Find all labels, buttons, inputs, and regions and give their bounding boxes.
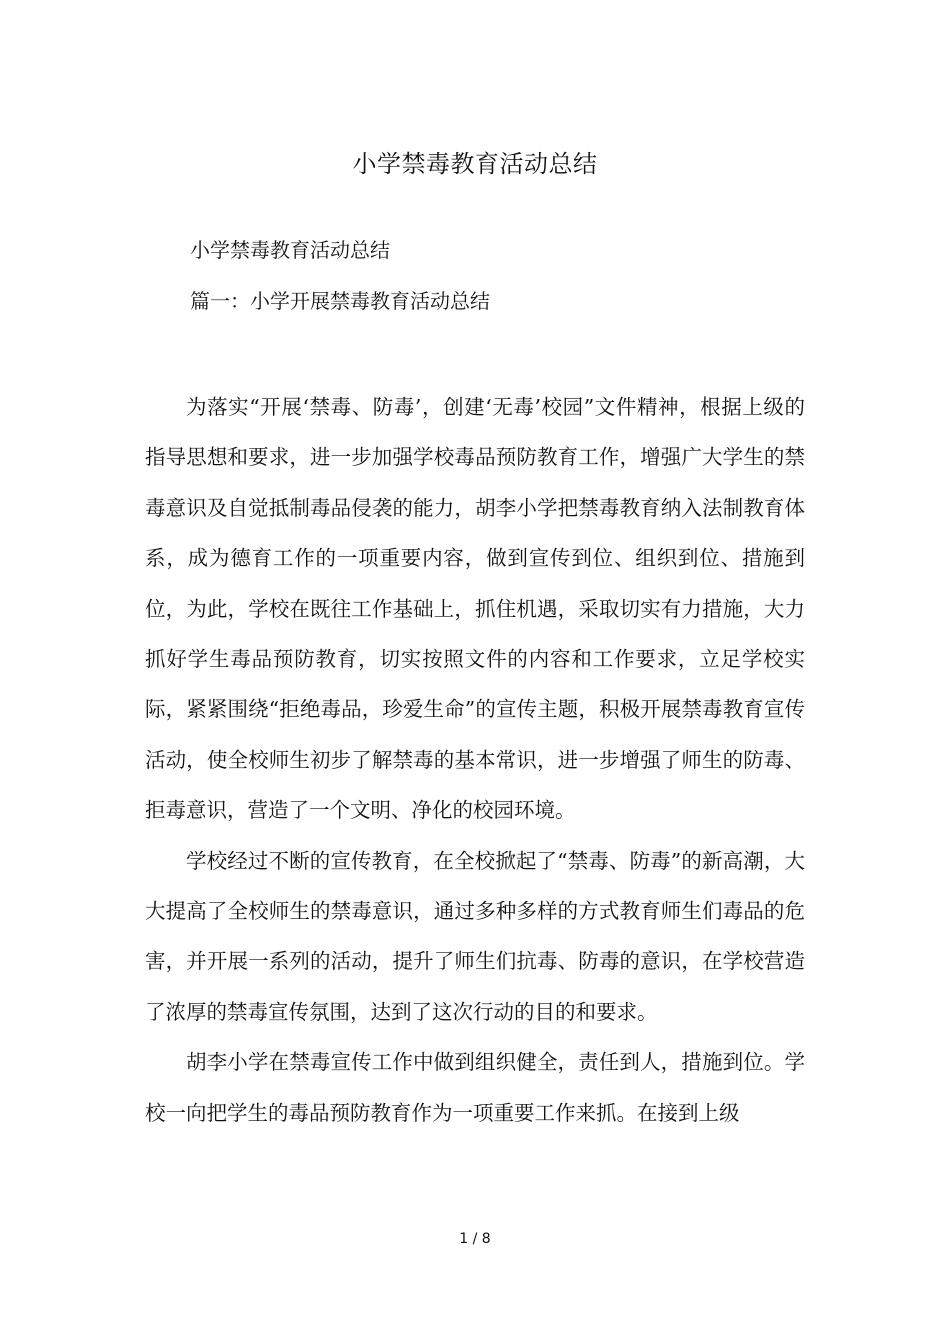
document-subheading: 小学禁毒教育活动总结	[190, 238, 390, 262]
body-paragraph-1: 为落实“开展‘禁毒、防毒’，创建‘无毒’校园”文件精神，根据上级的指导思想和要求，进一步加强学校毒品预防教育工作，增强广大学生的禁毒意识及自觉抵制毒品侵袭的能力，胡李小学把禁毒教育纳入法制教育体系，成为德育工作的一项重要内容，做到宣传到位、组织到位、措施到位，为此，学校在既往工作基础上，抓住机遇，采取切实有力措施，大力抓好学生毒品预防教育，切实按照文件的内容和工作要求，立足学校实际，紧紧围绕“拒绝毒品，珍爱生命”的宣传主题，积极开展禁毒教育宣传活动，使全校师生初步了解禁毒的基本常识，进一步增强了师生的防毒、拒毒意识，营造了一个文明、净化的校园环境。	[145, 395, 805, 823]
section-heading: 篇一：小学开展禁毒教育活动总结	[190, 289, 490, 313]
document-title: 小学禁毒教育活动总结	[352, 150, 598, 178]
body-paragraph-3: 胡李小学在禁毒宣传工作中做到组织健全，责任到人，措施到位。学校一向把学生的毒品预防教育作为一项重要工作来抓。在接到上级	[145, 1050, 805, 1125]
document-body	[145, 382, 805, 1138]
body-paragraph-2: 学校经过不断的宣传教育，在全校掀起了“禁毒、防毒”的新高潮，大大提高了全校师生的禁毒意识，通过多种多样的方式教育师生们毒品的危害，并开展一系列的活动，提升了师生们抗毒、防毒的意识，在学校营造了浓厚的禁毒宣传氛围，达到了这次行动的目的和要求。	[145, 848, 805, 1024]
page-number: 1 / 8	[459, 1231, 491, 1247]
